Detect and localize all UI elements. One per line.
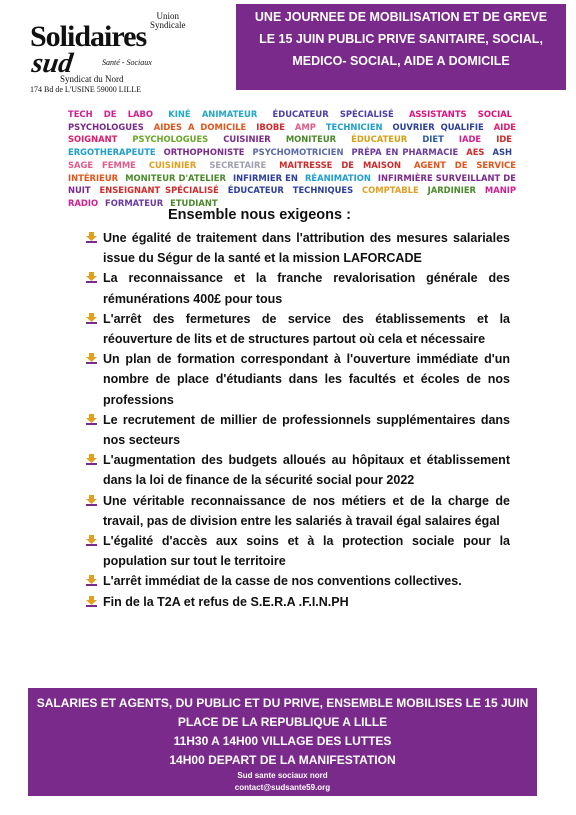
demand-item — [86, 450, 510, 490]
profession-item: ENSEIGNANT SPÉCIALISÉ — [99, 185, 219, 196]
demand-text: L'arrêt immédiat de la casse de nos conventions collectives. — [103, 574, 462, 589]
profession-item: CUISINIER — [223, 134, 271, 145]
demands-list — [86, 228, 510, 612]
professions-list — [68, 108, 516, 210]
profession-item: KINÉ ANIMATEUR — [168, 109, 258, 119]
demand-text: L'augmentation des budgets alloués au hôpitaux et établissement dans la loi de finance de la sécurité social pour 2022 — [103, 453, 510, 488]
profession-item: ASSISTANTS SOCIAL — [408, 109, 513, 119]
profession-item: MONITEUR D'ATELIER — [125, 172, 226, 183]
profession-item: ÉDUCATEUR — [227, 185, 284, 196]
demands-title: Ensemble nous exigeons : — [168, 207, 351, 223]
profession-item: TECHNICIEN — [325, 121, 383, 132]
profession-item: OUVRIER QUALIFIE — [392, 121, 484, 132]
demand-text: Le recrutement de millier de professionnels supplémentaires dans nos secteurs — [103, 412, 510, 448]
footer-line-2: PLACE DE LA REPUBLIQUE A LILLE — [177, 715, 388, 729]
profession-item: ÉDUCATEUR — [351, 134, 408, 145]
profession-item: ASH — [492, 147, 513, 158]
profession-item: IBOBE — [256, 121, 285, 132]
profession-item: MAITRESSE DE MAISON — [279, 159, 402, 170]
demand-item — [86, 592, 510, 612]
arrow-bullet-icon — [86, 454, 97, 465]
profession-item: AMP — [294, 121, 316, 132]
profession-item: AES — [466, 147, 485, 158]
profession-item: INFIRMIER EN — [233, 172, 298, 183]
profession-item: FORMATEUR — [105, 197, 164, 208]
profession-item: SAGE FEMME — [68, 159, 136, 170]
profession-item: DIET — [422, 134, 444, 145]
demand-item — [86, 531, 510, 571]
profession-item: IADE — [458, 134, 482, 145]
arrow-bullet-icon — [86, 575, 97, 586]
footer-line-1: SALARIES ET AGENTS, DU PUBLIC ET DU PRIVE, ENSEMBLE MOBILISES LE 15 JUIN — [36, 696, 529, 710]
profession-item: ÉDUCATEUR SPÉCIALISÉ — [272, 109, 394, 119]
demand-item — [86, 491, 510, 531]
profession-item: ERGOTHERAPEUTE — [68, 147, 156, 158]
header-line-1: UNE JOURNEE DE MOBILISATION ET DE GREVE — [254, 10, 548, 24]
demand-item — [86, 309, 510, 349]
logo-syndicale-word: Syndicale — [150, 20, 186, 30]
profession-item: AGENT DE SERVICE INTÉRIEUR — [68, 159, 517, 183]
profession-item: MANIP RADIO — [68, 185, 516, 208]
demand-text: Un plan de formation correspondant à l'ouverture immédiate d'un nombre de place d'étudiants dans les facultés et écoles de nos professions — [103, 352, 510, 407]
profession-item: IDE — [496, 134, 512, 145]
arrow-bullet-icon — [86, 272, 97, 283]
logo-union-text — [150, 12, 186, 30]
arrow-bullet-icon — [86, 232, 97, 243]
logo-sante-sociaux: Santé - Sociaux — [102, 58, 152, 67]
union-logo — [30, 12, 205, 94]
arrow-bullet-icon — [86, 535, 97, 546]
demand-item — [86, 268, 510, 308]
profession-item: TECHNIQUES — [292, 185, 354, 196]
profession-item: PSYCHOLOGUES — [68, 121, 144, 132]
arrow-bullet-icon — [86, 596, 97, 607]
demand-item — [86, 228, 510, 268]
arrow-bullet-icon — [86, 353, 97, 364]
profession-item: CUISINIER — [148, 159, 197, 170]
demand-text: La reconnaissance et la franche revalorisation générale des rémunérations 400£ pour tous — [103, 271, 510, 306]
profession-item: ETUDIANT — [170, 197, 218, 208]
footer-org: Sud sante sociaux nord — [237, 771, 328, 780]
footer-line-3: 11H30 A 14H00 VILLAGE DES LUTTES — [173, 734, 392, 748]
logo-address: 174 Bd de L'USINE 59000 LILLE — [30, 85, 141, 94]
profession-item: PSYCHOLOGUES — [132, 134, 209, 145]
profession-item: PRÉPA EN PHARMACIE — [351, 147, 459, 158]
logo-solidaires: Solidaires — [30, 20, 147, 53]
arrow-bullet-icon — [86, 414, 97, 425]
profession-item: INFIRMIÈRE SURVEILLANT DE NUIT — [68, 172, 516, 196]
demand-text: L'égalité d'accès aux soins et à la protection sociale pour la population sur tout le territoire — [103, 534, 510, 569]
logo-sud: sud — [29, 48, 75, 79]
profession-item: AIDES A DOMICILE — [153, 121, 247, 132]
logo-syndicat: Syndicat du Nord — [60, 74, 124, 84]
header-banner — [236, 4, 566, 90]
profession-item: RÉANIMATION — [304, 172, 371, 183]
header-line-3: MEDICO- SOCIAL, AIDE A DOMICILE — [292, 54, 510, 68]
demand-text: Une véritable reconnaissance de nos métiers et de la charge de travail, pas de division entre les salariés à travail égal salaires égal — [103, 493, 510, 528]
demand-item — [86, 349, 510, 410]
profession-item: TECH DE LABO — [68, 109, 154, 119]
demand-text: Fin de la T2A et refus de S.E.R.A .F.I.N.PH — [103, 594, 349, 609]
footer-banner — [28, 688, 537, 796]
footer-email: contact@sudsante59.org — [234, 783, 331, 792]
profession-item: AIDE SOIGNANT — [68, 121, 516, 145]
footer-line-4: 14H00 DEPART DE LA MANIFESTATION — [169, 753, 396, 767]
logo-union-word: Union — [156, 11, 179, 21]
arrow-bullet-icon — [86, 313, 97, 324]
profession-item: ORTHOPHONISTE — [163, 147, 245, 158]
profession-item: PSYCHOMOTRICIEN — [252, 147, 344, 158]
demand-item — [86, 410, 510, 450]
header-line-2: LE 15 JUIN PUBLIC PRIVE SANITAIRE, SOCIAL, — [259, 32, 543, 46]
demand-item — [86, 571, 510, 591]
profession-item: COMPTABLE — [362, 185, 419, 196]
arrow-bullet-icon — [86, 495, 97, 506]
profession-item: MONITEUR — [285, 134, 337, 145]
profession-item: SECRETAIRE — [209, 159, 267, 170]
demand-text: Une égalité de traitement dans l'attribution des mesures salariales issue du Ségur de la santé et la mission LAFORCADE — [103, 231, 510, 266]
demand-text: L'arrêt des fermetures de service des établissements et la réouverture de lits et de structures partout où cela et nécessaire — [103, 311, 510, 347]
profession-item: JARDINIER — [427, 185, 477, 196]
